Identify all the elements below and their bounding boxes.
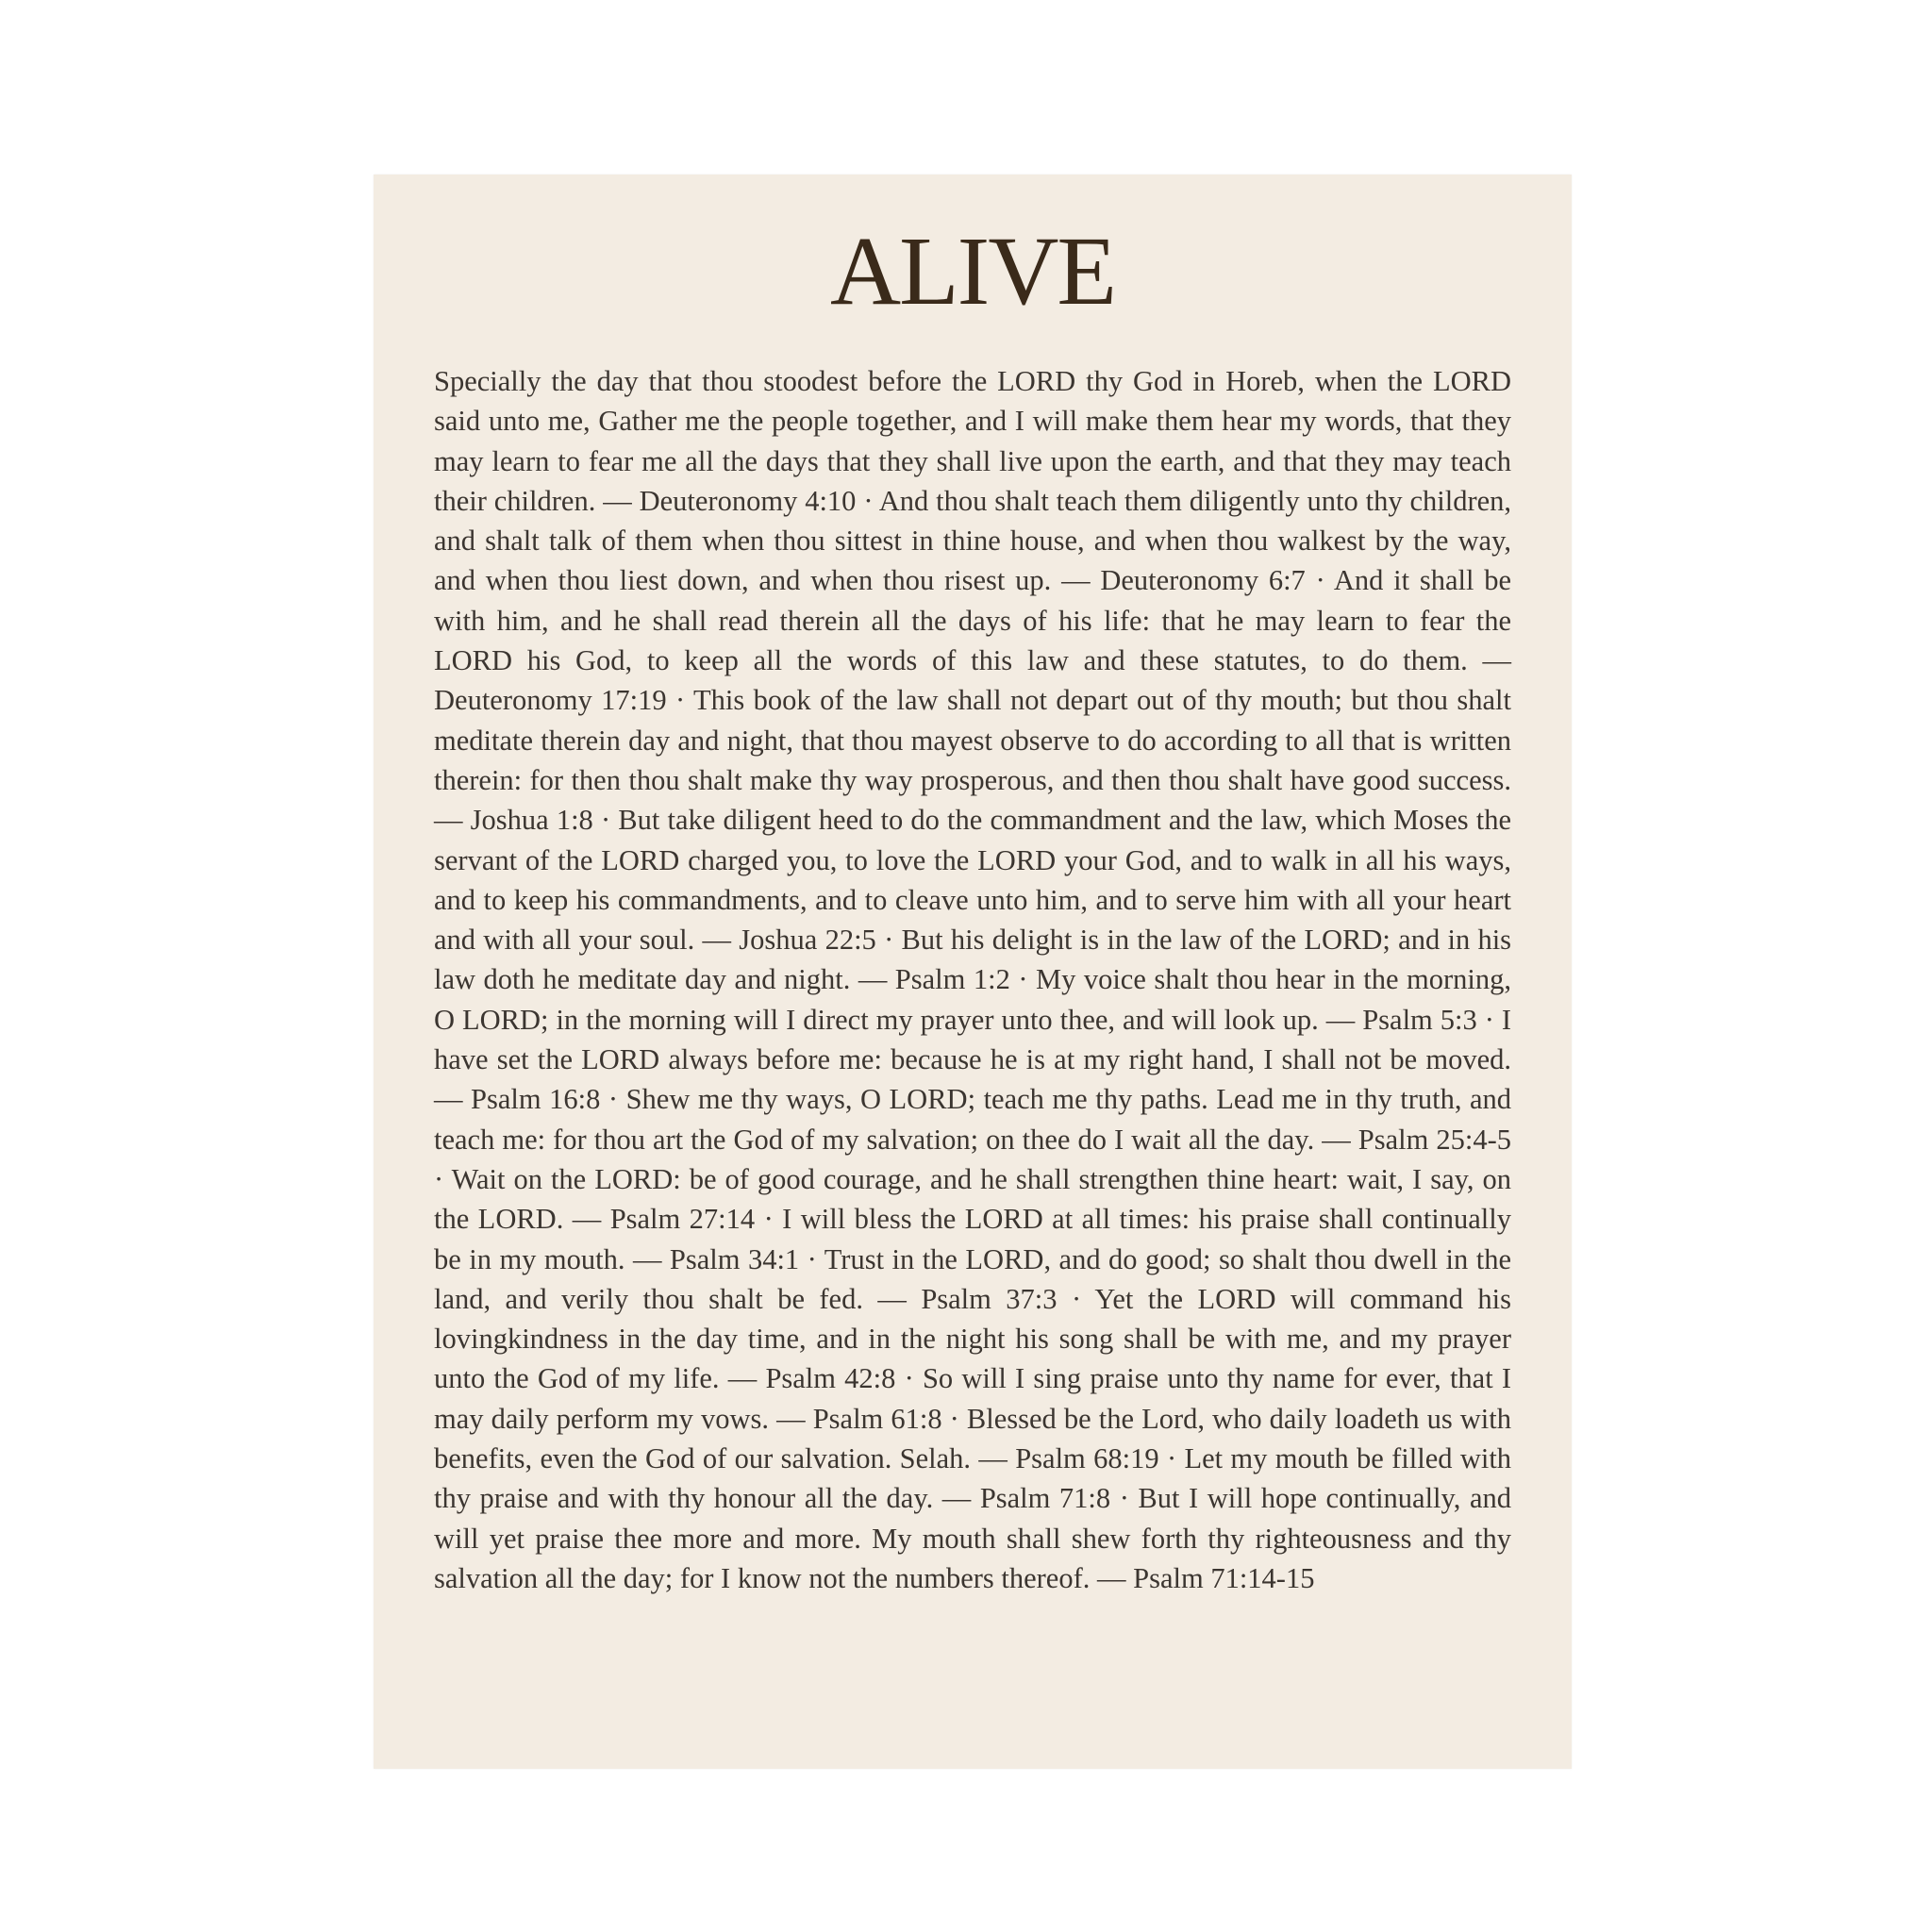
verse-text: So will I sing praise unto thy name for ever, that I may daily perform my vows.: [434, 1362, 1512, 1435]
verse-separator: ·: [1315, 564, 1325, 597]
verse-text: Wait on the LORD: be of good courage, and he shall strengthen thine heart: wait, I say, on the LORD.: [434, 1162, 1511, 1236]
ref-dash: —: [572, 1203, 602, 1236]
verse-text: Shew me thy ways, O LORD; teach me thy paths. Lead me in thy truth, and teach me: for thou art the God of my salvation; on thee do I wait all the day.: [434, 1083, 1512, 1156]
verse-separator: ·: [763, 1203, 774, 1236]
verse-text: I will bless the LORD at all times: his praise shall continually be in my mouth.: [434, 1203, 1511, 1275]
verse-text: But I will hope continually, and will yet praise thee more and more. My mouth shall shew forth thy righteousness and thy salvation all the day; for I know not the numbers thereof.: [434, 1482, 1511, 1594]
verse-separator: ·: [1071, 1282, 1082, 1315]
ref-dash: —: [1325, 1003, 1356, 1036]
verse-ref: Deuteronomy 17:19: [434, 684, 667, 717]
verse-separator: ·: [1119, 1482, 1129, 1515]
verse-paragraph: [434, 361, 1511, 1598]
verse-text: Let my mouth be filled with thy praise and with thy honour all the day.: [434, 1442, 1512, 1515]
verse-separator: ·: [863, 484, 874, 517]
verse-ref: Deuteronomy 6:7: [1100, 564, 1306, 597]
verse-ref: Psalm 34:1: [669, 1242, 800, 1275]
verse-separator: ·: [675, 684, 686, 717]
poster: [374, 175, 1572, 1769]
ref-dash: —: [603, 484, 632, 517]
verse-ref: Psalm 5:3: [1362, 1003, 1477, 1036]
verse-separator: ·: [1166, 1442, 1177, 1475]
verse-text: Yet the LORD will command his lovingkindness in the day time, and in the night his song shall be with me, and my prayer unto the God of my life.: [434, 1282, 1512, 1395]
verse-separator: ·: [434, 1162, 444, 1195]
verse-separator: ·: [904, 1362, 914, 1395]
ref-dash: —: [434, 804, 463, 837]
verse-text: Specially the day that thou stoodest before the LORD thy God in Horeb, when the LORD said unto me, Gather me the people together, and I will make them hear my words, that they may learn to fear me all the days that they shall live upon the earth, and that they may teach their children.: [434, 365, 1511, 517]
verse-ref: Psalm 61:8: [812, 1402, 942, 1435]
verse-ref: Psalm 71:8: [979, 1482, 1111, 1515]
verse-ref: Psalm 25:4-5: [1357, 1123, 1511, 1156]
ref-dash: —: [776, 1402, 806, 1435]
ref-dash: —: [632, 1242, 662, 1275]
verse-ref: Joshua 1:8: [470, 804, 593, 837]
ref-dash: —: [877, 1282, 907, 1315]
ref-dash: —: [434, 1083, 463, 1116]
verse-text: This book of the law shall not depart out of thy mouth; but thou shalt meditate therein day and night, that thou mayest observe to do according to all that is written therein: for then thou shalt make thy way prosperous, and then thou shalt have good success.: [434, 684, 1511, 796]
verse-separator: ·: [608, 1083, 619, 1116]
ref-dash: —: [978, 1442, 1008, 1475]
ref-dash: —: [702, 924, 731, 957]
verse-text: Trust in the LORD, and do good; so shalt thou dwell in the land, and verily thou shalt be fed.: [434, 1242, 1511, 1315]
ref-dash: —: [1322, 1123, 1351, 1156]
verse-text: And thou shalt teach them diligently unto thy children, and shalt talk of them when thou sittest in thine house, and when thou walkest by the way, and when thou liest down, and when thou risest up.: [434, 484, 1512, 597]
verse-separator: ·: [884, 924, 894, 957]
verse-ref: Psalm 27:14: [609, 1203, 756, 1236]
verse-text: And it shall be with him, and he shall read therein all the days of his life: that he may learn to fear the LORD his God, to keep all the words of this law and these statutes, to do them.: [434, 564, 1512, 677]
ref-dash: —: [941, 1482, 972, 1515]
ref-dash: —: [858, 963, 888, 996]
verse-separator: ·: [949, 1402, 959, 1435]
verse-ref: Deuteronomy 4:10: [639, 484, 857, 517]
verse-text: I have set the LORD always before me: because he is at my right hand, I shall not be moved.: [434, 1003, 1511, 1076]
verse-separator: ·: [1018, 963, 1028, 996]
verse-ref: Psalm 1:2: [894, 963, 1010, 996]
verse-text: Blessed be the Lord, who daily loadeth us with benefits, even the God of our salvation. Selah.: [434, 1402, 1511, 1475]
ref-dash: —: [1061, 564, 1091, 597]
verse-text: My voice shalt thou hear in the morning, O LORD; in the morning will I direct my prayer unto thee, and will look up.: [434, 963, 1512, 1036]
verse-ref: Psalm 68:19: [1015, 1442, 1159, 1475]
verse-text: But take diligent heed to do the commandment and the law, which Moses the servant of the LORD charged you, to love the LORD your God, and to walk in all his ways, and to keep his commandments, and to cleave unto him, and to serve him with all your heart and with all your soul.: [434, 804, 1512, 957]
verse-ref: Psalm 16:8: [471, 1083, 601, 1116]
verse-ref: Psalm 42:8: [765, 1362, 896, 1395]
verse-separator: ·: [600, 804, 611, 837]
verse-ref: Psalm 71:14-15: [1133, 1561, 1315, 1594]
ref-dash: —: [1482, 644, 1512, 677]
verse-text: But his delight is in the law of the LORD; and in his law doth he meditate day and night.: [434, 924, 1512, 996]
verse-ref: Psalm 37:3: [921, 1282, 1058, 1315]
poster-title: ALIVE: [830, 217, 1115, 325]
ref-dash: —: [1097, 1561, 1126, 1594]
verse-ref: Joshua 22:5: [739, 924, 876, 957]
verse-separator: ·: [807, 1242, 817, 1275]
verse-separator: ·: [1484, 1003, 1494, 1036]
ref-dash: —: [727, 1362, 758, 1395]
